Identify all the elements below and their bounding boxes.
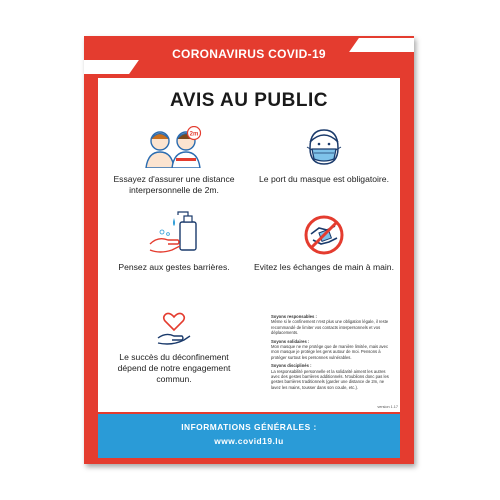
footer-website-link[interactable]: www.covid19.lu [214, 436, 284, 446]
caption-distance: Essayez d'assurer une distance interpersonnelle de 2m. [113, 174, 235, 195]
heart-hand-icon [154, 310, 194, 346]
guideline-no-handshake [254, 214, 394, 273]
notice-poster [84, 36, 414, 464]
responsibilities-block [271, 311, 393, 390]
caption-no-handshake: Evitez les échanges de main à main. [254, 262, 394, 272]
caption-mask: Le port du masque est obligatoire. [259, 174, 389, 184]
distance-badge: 2m [189, 131, 199, 138]
guideline-barrier-gestures [104, 210, 244, 273]
top-banner [84, 36, 414, 78]
caption-barrier-gestures: Pensez aux gestes barrières. [118, 262, 230, 272]
poster-body [98, 78, 400, 412]
no-handshake-icon [301, 214, 347, 256]
caption-commitment: Le succès du déconfinement dépend de notre engagement commun. [117, 352, 231, 384]
guideline-mask [254, 126, 394, 185]
banner-stripe-left [84, 60, 139, 74]
people-distance-icon [136, 126, 212, 168]
version-label: version 1.17 [377, 405, 398, 409]
resp-heading-1: Soyons responsables : [271, 314, 317, 319]
banner-title: CORONAVIRUS COVID-19 [172, 47, 326, 61]
mask-face-icon [301, 126, 347, 168]
hand-sanitizer-icon [144, 210, 204, 256]
page-title: AVIS AU PUBLIC [170, 90, 328, 111]
resp-text-1: Même si le confinement n'est plus une obligation légale, il reste recommandé de limiter vos contacts interpersonnels et vos déplacements. [271, 319, 389, 336]
resp-text-3: La responsabilité personnelle et la solidarité aiment les autres avec des gestes barrières additionnels. N'oublions donc pas les gestes barrières traditionnels (garder une distance de 2m, ne lavez les mains, tousser dans son coude, etc.). [271, 368, 389, 390]
resp-text-2: Mon masque ne me protège que de manière limitée, mais avec mon masque je protège les gens autour de moi. Pensons à protéger surtout les personnes vulnérables. [271, 344, 389, 360]
footer-info-title: INFORMATIONS GÉNÉRALES : [181, 422, 317, 432]
resp-heading-3: Soyons disciplinés : [271, 363, 312, 369]
guideline-distance [104, 126, 244, 196]
footer-banner [98, 405, 400, 458]
resp-heading-2: Soyons solidaires : [271, 338, 310, 344]
guideline-commitment [104, 310, 244, 385]
